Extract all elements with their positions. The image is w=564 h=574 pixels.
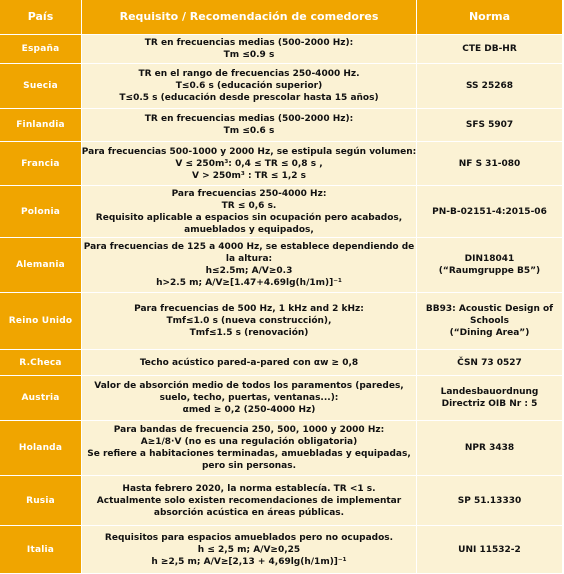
cell-pais: Italia [0, 526, 82, 573]
requisito-line: Tmf≤1.0 s (nueva construcción), [166, 316, 332, 326]
norma-line: ČSN 73 0527 [457, 357, 522, 368]
cell-requisito [82, 64, 417, 108]
cell-norma [417, 476, 562, 525]
norma-line: CTE DB-HR [462, 44, 517, 54]
requisito-line: suelo, techo, puertas, ventanas...): [159, 393, 339, 403]
norma-line: UNI 11532-2 [458, 544, 521, 555]
cell-norma [417, 376, 562, 420]
cell-norma [417, 109, 562, 141]
cell-pais: Alemania [0, 238, 82, 292]
cell-requisito [82, 186, 417, 237]
requisito-line: TR ≤ 0,6 s. [221, 200, 277, 211]
requisito-line: Para frecuencias 250-4000 Hz: [171, 188, 327, 199]
table-row [0, 376, 562, 421]
norma-line: (“Dining Area”) [449, 328, 530, 338]
requisito-line: V > 250m³ : TR ≤ 1,2 s [191, 170, 307, 181]
table-row [0, 238, 562, 293]
header-pais: País [0, 0, 82, 34]
cell-norma [417, 238, 562, 292]
requisito-line: Hasta febrero 2020, la norma establecía. TR <1 s. [122, 483, 376, 494]
cell-pais: España [0, 35, 82, 63]
norma-line: NF S 31-080 [458, 158, 521, 169]
table-body [0, 35, 562, 574]
header-requisito: Requisito / Recomendación de comedores [82, 0, 417, 34]
requisito-line: h ≥2,5 m; A/V≥[2,13 + 4,69lg(h/1m)]⁻¹ [151, 556, 347, 567]
cell-pais: Finlandia [0, 109, 82, 141]
requisito-line: Actualmente solo existen recomendaciones de implementar [96, 495, 402, 506]
cell-requisito [82, 526, 417, 573]
requisito-line: TR en frecuencias medias (500-2000 Hz): [144, 38, 354, 48]
requisito-line: Valor de absorción medio de todos los paramentos (paredes, [94, 381, 404, 391]
norma-line: BB93: Acoustic Design of [425, 304, 554, 314]
requisito-line: h≤2.5m; A/V≥0.3 [205, 266, 293, 276]
norma-line: PN-B-02151-4:2015-06 [432, 206, 547, 217]
header-norma: Norma [417, 0, 562, 34]
cell-norma [417, 421, 562, 475]
requisito-line: TR en el rango de frecuencias 250-4000 Hz. [138, 69, 360, 79]
requisito-line: Para frecuencias de 500 Hz, 1 kHz and 2 kHz: [134, 304, 364, 314]
cell-requisito [82, 476, 417, 525]
cell-pais: Holanda [0, 421, 82, 475]
norma-line: Schools [469, 316, 510, 326]
requisito-line: T≤0.5 s (educación desde prescolar hasta 15 años) [119, 93, 379, 103]
requisito-line: Tm ≤0.6 s [223, 126, 275, 136]
norma-line: SS 25268 [465, 81, 513, 91]
requisito-line: V ≤ 250m³: 0,4 ≤ TR ≤ 0,8 s , [175, 158, 323, 169]
requisito-line: T≤0.6 s (educación superior) [175, 81, 323, 91]
cell-pais: R.Checa [0, 350, 82, 375]
cell-requisito [82, 293, 417, 349]
cell-norma [417, 293, 562, 349]
cell-pais: Rusia [0, 476, 82, 525]
cell-requisito [82, 238, 417, 292]
norma-line: NPR 3438 [464, 443, 515, 453]
table-row [0, 526, 562, 574]
requisito-line: Techo acústico pared-a-pared con αw ≥ 0,8 [139, 357, 359, 368]
cell-norma [417, 142, 562, 185]
cell-pais: Reino Unido [0, 293, 82, 349]
norma-line: SP 51.13330 [457, 495, 522, 506]
table-row [0, 186, 562, 238]
norma-line: DIN18041 [464, 254, 515, 264]
norma-line: Directriz OIB Nr : 5 [441, 399, 538, 409]
cell-requisito [82, 35, 417, 63]
requisito-line: Para bandas de frecuencia 250, 500, 1000 y 2000 Hz: [113, 425, 385, 435]
table-row [0, 109, 562, 142]
requisito-line: TR en frecuencias medias (500-2000 Hz): [144, 114, 354, 124]
requisito-line: absorción acústica en áreas públicas. [153, 507, 345, 518]
requisito-line: A≥1/8·V (no es una regulación obligatoria) [140, 437, 358, 447]
requisito-line: h>2.5 m; A/V≥[1.47+4.69lg(h/1m)]⁻¹ [156, 278, 342, 288]
cell-norma [417, 64, 562, 108]
cell-pais: Francia [0, 142, 82, 185]
requisito-line: Tm ≤0.9 s [223, 50, 275, 60]
table-row [0, 64, 562, 109]
table-row [0, 142, 562, 186]
cell-norma [417, 35, 562, 63]
cell-requisito [82, 350, 417, 375]
requisito-line: Requisito aplicable a espacios sin ocupación pero acabados, [95, 212, 403, 223]
requisito-line: Para frecuencias 500-1000 y 2000 Hz, se estipula según volumen: [81, 146, 417, 157]
requisito-line: la altura: [225, 254, 273, 264]
cell-norma [417, 350, 562, 375]
table-row [0, 35, 562, 64]
requisito-line: amueblados y equipados, [184, 224, 314, 235]
cell-norma [417, 526, 562, 573]
table-row [0, 293, 562, 350]
table-row [0, 350, 562, 376]
cell-norma [417, 186, 562, 237]
cell-pais: Suecia [0, 64, 82, 108]
cell-requisito [82, 142, 417, 185]
requisito-line: Tmf≤1.5 s (renovación) [189, 328, 309, 338]
table-row [0, 421, 562, 476]
cell-requisito [82, 109, 417, 141]
cell-requisito [82, 376, 417, 420]
table-header [0, 0, 562, 35]
cell-pais: Polonia [0, 186, 82, 237]
requisito-line: αmed ≥ 0,2 (250-4000 Hz) [182, 405, 316, 415]
norma-line: (“Raumgruppe B5”) [438, 266, 541, 276]
requisito-line: h ≤ 2,5 m; A/V≥0,25 [197, 544, 301, 555]
requisito-line: pero sin personas. [201, 461, 297, 471]
requisito-line: Para frecuencias de 125 a 4000 Hz, se establece dependiendo de [83, 242, 415, 252]
norma-line: SFS 5907 [465, 120, 514, 130]
table-row [0, 476, 562, 526]
norma-line: Landesbauordnung [440, 387, 539, 397]
requisito-line: Se refiere a habitaciones terminadas, amuebladas y equipadas, [87, 449, 411, 459]
requisito-line: Requisitos para espacios amueblados pero no ocupados. [104, 532, 394, 543]
cell-requisito [82, 421, 417, 475]
cell-pais: Austria [0, 376, 82, 420]
